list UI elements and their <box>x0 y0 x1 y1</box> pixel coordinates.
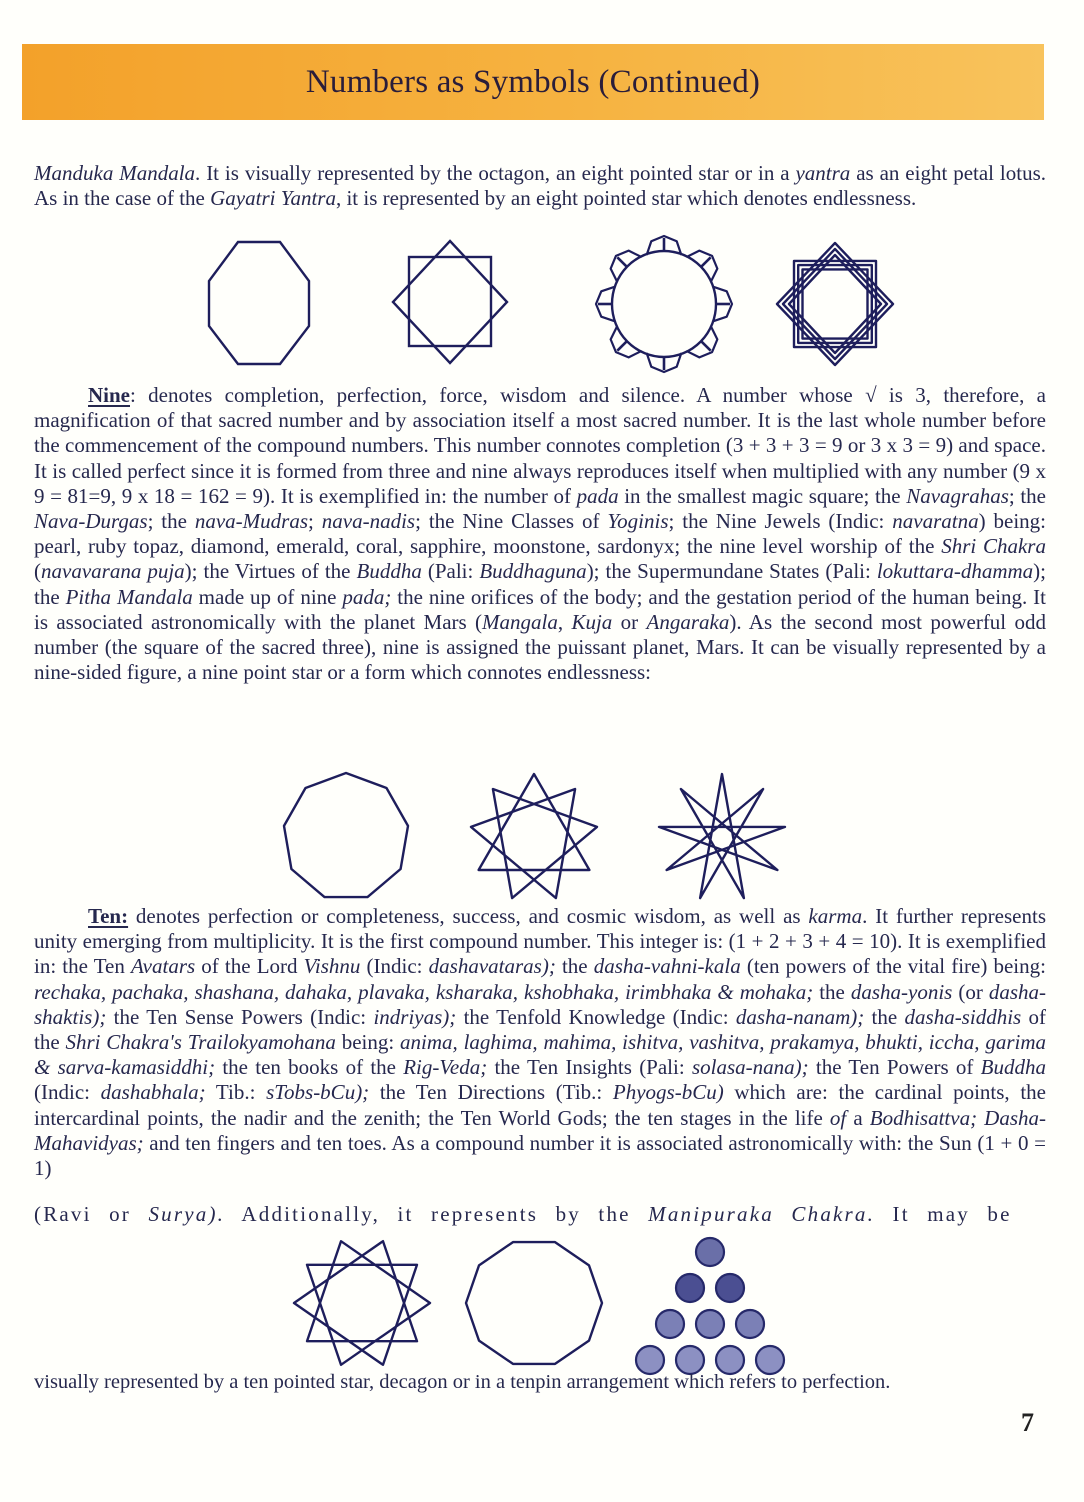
page-title: Numbers as Symbols (Continued) <box>305 64 761 100</box>
tenpin-figure <box>630 1234 790 1370</box>
text-run: or <box>612 609 647 634</box>
text-run: which are: the cardinal points, the intercardinal points, the nadir and the zenith; the Ten World Gods; the ten stages in the life <box>34 1080 1046 1130</box>
tenpin-dot <box>696 1238 724 1266</box>
italic-term: pada; <box>342 584 392 609</box>
text-run: denotes perfection or completeness, success, and cosmic wisdom, as well as <box>128 904 809 928</box>
text-run: . It is visually represented by the octagon, an eight pointed star or in a <box>195 161 796 185</box>
tenpin-dot <box>716 1274 744 1302</box>
text-run: (or <box>952 979 989 1004</box>
italic-term: dashabhala; <box>100 1080 206 1105</box>
text-run: ; the <box>147 509 195 534</box>
text-run: ; the Nine Classes of <box>415 509 608 534</box>
tenpin-dot <box>696 1310 724 1338</box>
text-run: (Ravi or <box>34 1202 149 1226</box>
italic-term: Shri Chakra <box>941 534 1046 559</box>
italic-term: Nava-Durgas <box>34 509 148 534</box>
italic-term: dasha-shaktis); <box>34 979 1046 1029</box>
tenpin-triangle-icon <box>630 1234 790 1370</box>
text-run: the Ten Insights (Pali: <box>487 1055 692 1080</box>
text-run: , it is represented by an eight pointed star which denotes endlessness. <box>335 186 917 211</box>
text-run: of the Lord <box>195 954 304 979</box>
text-run: , <box>557 609 572 634</box>
italic-term: Avatars <box>131 954 196 979</box>
text-run: ; the Nine Jewels (Indic: <box>668 509 893 534</box>
page-number: 7 <box>1021 1408 1034 1437</box>
text-run: It may be <box>875 1202 1012 1226</box>
italic-term: lokuttara-dhamma <box>876 559 1034 584</box>
eight-petal-lotus-icon <box>598 236 730 372</box>
italic-term: rechaka, pachaka, shashana, dahaka, plavaka, ksharaka, kshobhaka, irimbhaka & mohaka; <box>34 979 814 1004</box>
nine-point-star-icon <box>654 768 790 904</box>
italic-term: Phyogs-bCu) <box>612 1080 724 1105</box>
italic-term: Shri Chakra's Trailokyamohana <box>65 1030 336 1055</box>
ten-heading: Ten: <box>88 904 129 928</box>
star-outline <box>659 774 785 898</box>
triangle-outline <box>479 774 590 870</box>
nonagon-outline <box>284 773 408 897</box>
nonagon-figure <box>280 770 412 904</box>
interlaced-star-figure <box>770 232 900 376</box>
text-run: (Indic: <box>34 1080 101 1105</box>
star-outline <box>294 1241 430 1365</box>
eight-point-star-figure <box>390 238 510 368</box>
italic-term: solasa-nana); <box>691 1055 809 1080</box>
italic-term: pada <box>576 483 619 508</box>
text-run: of the <box>34 1004 1047 1055</box>
italic-term: dashavataras); <box>428 954 556 979</box>
text-run: and ten fingers and ten toes. As a compound number it is associated astronomically with: the Sun (1 + 0 = 1) <box>34 1130 1046 1181</box>
text-run: ) being: pearl, ruby topaz, diamond, emerald, coral, sapphire, moonstone, sardonyx; the nine level worship of the <box>34 509 1046 559</box>
text-run: the Ten Sense Powers (Indic: <box>106 1004 374 1029</box>
italic-term: dasha-siddhis <box>904 1004 1022 1029</box>
text-run: the Ten Powers of <box>808 1055 981 1080</box>
text-run: being: <box>335 1030 401 1055</box>
text-run: ); the Virtues of the <box>184 559 357 584</box>
text-run: the Ten Directions (Tib.: <box>369 1080 613 1105</box>
petal-vein <box>701 341 711 351</box>
italic-term: karma <box>808 904 863 928</box>
petal-vein <box>617 341 627 351</box>
italic-term: Manduka Mandala <box>34 161 196 185</box>
italic-term: nava-Mudras <box>194 509 309 534</box>
triangle-outline <box>493 789 597 898</box>
ten-point-star-icon <box>292 1236 432 1370</box>
petal-vein <box>617 257 627 267</box>
octagon-figure <box>205 238 313 368</box>
lotus-circle <box>612 251 716 357</box>
text-run: Additionally, it represents by the <box>225 1202 649 1226</box>
ten-wide-line <box>34 1202 1046 1227</box>
text-run: made up of nine <box>192 584 343 609</box>
ten-point-star-figure <box>292 1236 432 1370</box>
italic-term: of <box>829 1105 847 1130</box>
decagon-figure <box>464 1236 604 1370</box>
tenpin-dot <box>676 1274 704 1302</box>
text-run: ). As the second most powerful odd number (the square of the sacred three), nine is assigned the puissant planet, Mars. It can be visually represented by a nine-sided figure, a nine point star or a form which connotes endlessness: <box>34 609 1046 685</box>
italic-term: Pitha Mandala <box>65 584 193 609</box>
text-run: ); the <box>34 559 1046 609</box>
italic-term: Surya). <box>148 1202 226 1226</box>
italic-term: yantra <box>795 161 851 185</box>
text-run: a <box>846 1105 870 1130</box>
italic-term: Gayatri Yantra <box>210 186 336 211</box>
ten-closing-line: visually represented by a ten pointed star, decagon or in a tenpin arrangement which refers to perfection. <box>34 1371 891 1393</box>
text-run: ; the <box>1008 483 1046 508</box>
italic-term: Navagrahas <box>906 483 1009 508</box>
italic-term: dasha-nanam); <box>735 1004 865 1029</box>
text-run: the ten books of the <box>215 1055 404 1080</box>
ten-paragraph <box>34 904 1046 1181</box>
italic-term: nava-nadis <box>321 509 416 534</box>
italic-term: Angaraka <box>646 609 730 634</box>
text-run: : denotes completion, perfection, force, wisdom and silence. A number whose √ is 3, therefore, a magnification of that sacred number and by association itself a most sacred number. It is the last whole number before the commencement of the compound numbers. This number connotes completion (3 + 3 + 3 = 9 or 3 x 3 = 9) and space. It is called perfect since it is formed from three and nine always reproduces itself when multiplied with any number (9 x 9 = 81=9, 9 x 18 = 162 = 9). It is exemplified in: the number of <box>34 383 1046 508</box>
italic-term: sTobs-bCu); <box>266 1080 370 1105</box>
interlaced-eight-point-star-icon <box>770 232 900 376</box>
text-run: (Pali: <box>421 559 480 584</box>
triangle-outline <box>471 789 575 898</box>
nine-star-polygon-figure <box>466 770 602 904</box>
italic-term: Buddha <box>980 1055 1046 1080</box>
italic-term: Rig-Veda; <box>403 1055 488 1080</box>
italic-term: navavarana puja <box>41 559 185 584</box>
text-run: in the smallest magic square; the <box>618 483 907 508</box>
text-run: ( <box>34 559 41 584</box>
octagon-icon <box>205 238 313 368</box>
italic-term: indriyas); <box>373 1004 457 1029</box>
text-run: as an eight petal lotus. As in the case of the <box>34 161 1046 211</box>
text-run: the Tenfold Knowledge (Indic: <box>456 1004 736 1029</box>
nine-heading: Nine <box>88 383 130 407</box>
italic-term: Buddhaguna <box>479 559 587 584</box>
italic-term: dasha-vahni-kala <box>593 954 741 979</box>
text-run: ); the Supermundane States (Pali: <box>586 559 877 584</box>
decagon-outline <box>466 1242 602 1364</box>
text-run: . It further represents unity emerging from multiplicity. It is the first compound number. This integer is: (1 + 2 + 3 + 4 = 10). It is exemplified in: the Ten <box>34 904 1046 979</box>
nine-point-star-polygon-icon <box>466 770 602 904</box>
italic-term: Kuja <box>571 609 613 634</box>
italic-term: Bodhisattva; Dasha-Mahavidyas; <box>34 1105 1046 1155</box>
text-run: ; <box>308 509 322 534</box>
tenpin-dot <box>736 1310 764 1338</box>
italic-term: Manipuraka Chakra. <box>648 1202 876 1226</box>
lotus-figure <box>598 236 730 372</box>
tenpin-dot <box>656 1310 684 1338</box>
decagon-icon <box>464 1236 604 1370</box>
text-run: the nine orifices of the body; and the gestation period of the human being. It is associated astronomically with the planet Mars ( <box>34 584 1047 634</box>
italic-term: Vishnu <box>303 954 361 979</box>
nine-paragraph <box>34 383 1046 685</box>
text-run: the <box>813 979 851 1004</box>
petal-vein <box>701 257 711 267</box>
text-run: the <box>555 954 594 979</box>
text-run: Tib.: <box>205 1080 267 1105</box>
eight-paragraph <box>34 161 1046 211</box>
italic-term: Buddha <box>356 559 422 584</box>
italic-term: anima, laghima, mahima, ishitva, vashitva, prakamya, bhukti, iccha, garima & sarva-kamasiddhi; <box>34 1030 1047 1080</box>
text-run: (ten powers of the vital fire) being: <box>740 954 1046 979</box>
nine-point-star-figure <box>654 768 790 904</box>
italic-term: Yoginis <box>607 509 669 534</box>
italic-term: navaratna <box>892 509 979 534</box>
text-run: (Indic: <box>360 954 429 979</box>
text-run: the <box>864 1004 905 1029</box>
italic-term: Mangala <box>482 609 558 634</box>
eight-point-star-icon <box>390 238 510 368</box>
nonagon-icon <box>280 770 412 904</box>
italic-term: dasha-yonis <box>850 979 953 1004</box>
title-banner <box>22 44 1044 120</box>
